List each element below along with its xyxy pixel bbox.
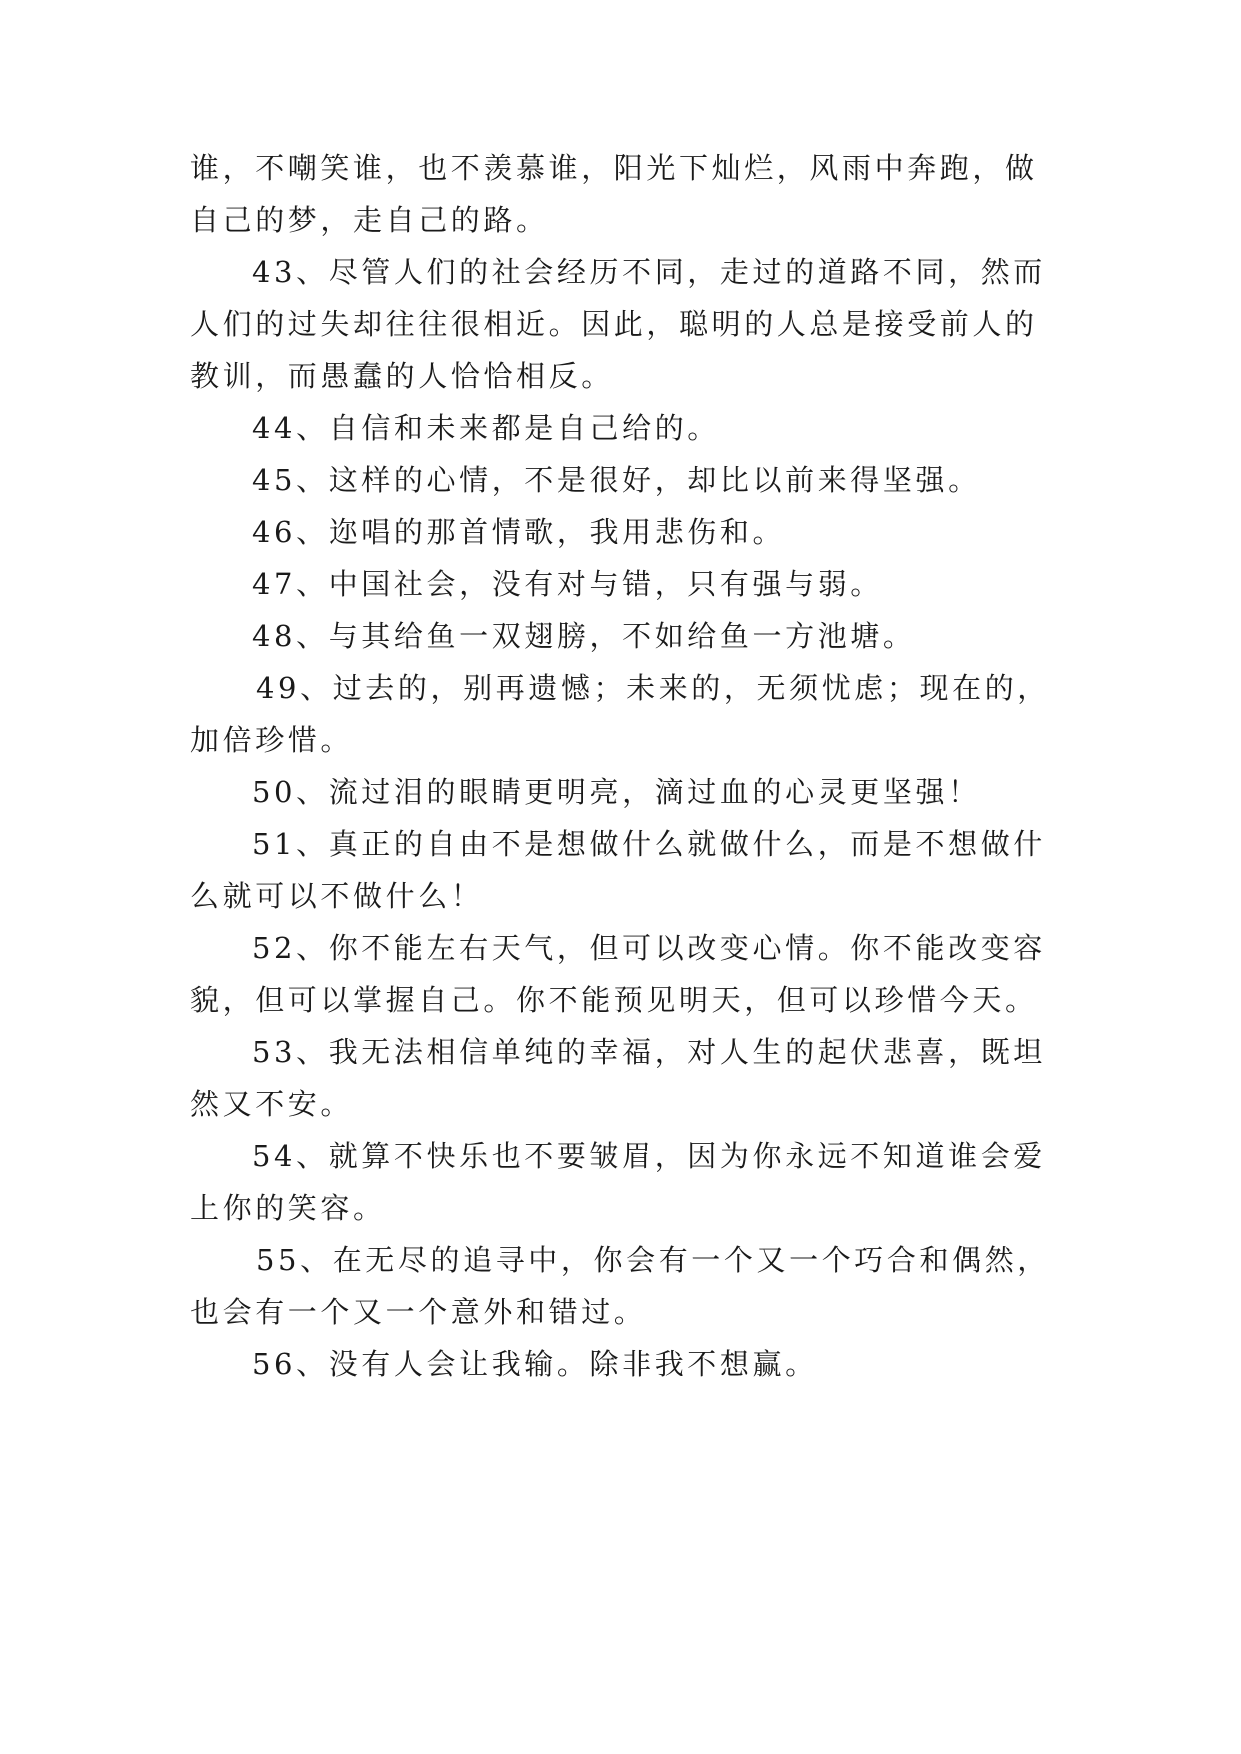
text-line: 52、你不能左右天气，但可以改变心情。你不能改变容 bbox=[252, 931, 1046, 965]
text-line: 49、过去的，别再遗憾；未来的，无须忧虑；现在的， bbox=[256, 671, 1050, 705]
text-line: 50、流过泪的眼睛更明亮，滴过血的心灵更坚强！ bbox=[252, 775, 981, 809]
text-line: 么就可以不做什么！ bbox=[190, 879, 484, 913]
text-line: 51、真正的自由不是想做什么就做什么，而是不想做什 bbox=[252, 827, 1046, 861]
text-line: 上你的笑容。 bbox=[190, 1191, 386, 1225]
text-line: 44、自信和未来都是自己给的。 bbox=[252, 411, 720, 445]
text-line: 自己的梦，走自己的路。 bbox=[190, 203, 549, 237]
text-line: 46、迩唱的那首情歌，我用悲伤和。 bbox=[252, 515, 786, 549]
text-line: 45、这样的心情，不是很好，却比以前来得坚强。 bbox=[252, 463, 981, 497]
text-line: 43、尽管人们的社会经历不同，走过的道路不同，然而 bbox=[252, 255, 1046, 289]
text-line: 貌，但可以掌握自己。你不能预见明天，但可以珍惜今天。 bbox=[190, 983, 1038, 1017]
text-line: 54、就算不快乐也不要皱眉，因为你永远不知道谁会爱 bbox=[252, 1139, 1046, 1173]
text-line: 教训，而愚蠢的人恰恰相反。 bbox=[190, 359, 614, 393]
text-line: 56、没有人会让我输。除非我不想赢。 bbox=[252, 1347, 818, 1381]
text-line: 加倍珍惜。 bbox=[190, 723, 354, 757]
text-line: 48、与其给鱼一双翅膀，不如给鱼一方池塘。 bbox=[252, 619, 916, 653]
text-line: 55、在无尽的追寻中，你会有一个又一个巧合和偶然， bbox=[256, 1243, 1050, 1277]
text-line: 人们的过失却往往很相近。因此，聪明的人总是接受前人的 bbox=[190, 307, 1038, 341]
text-line: 53、我无法相信单纯的幸福，对人生的起伏悲喜，既坦 bbox=[252, 1035, 1046, 1069]
text-line: 也会有一个又一个意外和错过。 bbox=[190, 1295, 647, 1329]
text-line: 然又不安。 bbox=[190, 1087, 354, 1121]
text-line: 47、中国社会，没有对与错，只有强与弱。 bbox=[252, 567, 883, 601]
text-line: 谁，不嘲笑谁，也不羡慕谁，阳光下灿烂，风雨中奔跑，做 bbox=[190, 151, 1038, 185]
